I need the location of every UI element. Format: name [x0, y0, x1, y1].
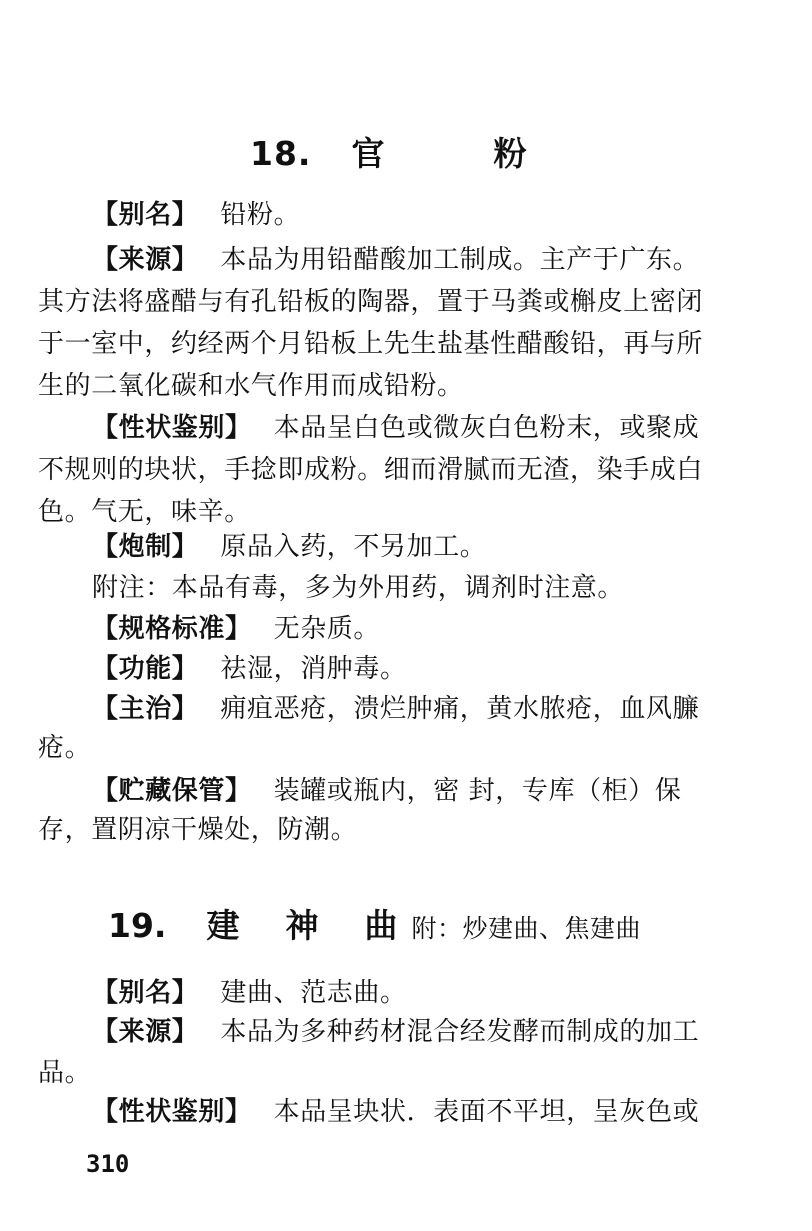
- identify-continuation-2: 色。气无，味辛。: [38, 497, 251, 527]
- function-line: [92, 654, 758, 684]
- source-text: 本品为用铅醋酸加工制成。主产于广东。: [220, 245, 700, 275]
- page-number: 310: [86, 1150, 130, 1178]
- storage-text: 装罐或瓶内，密 封，专库（柜）保: [273, 776, 682, 806]
- alias-19-line: [92, 978, 758, 1008]
- function-text: 祛湿，消肿毒。: [220, 654, 407, 684]
- storage-continuation-1: 存，置阴凉干燥处，防潮。: [38, 815, 358, 845]
- section-19-heading: [108, 900, 641, 947]
- alias-19-tag: 【别名】: [92, 978, 199, 1008]
- identify-tag: 【性状鉴别】: [92, 413, 252, 443]
- function-tag: 【功能】: [92, 654, 199, 684]
- indication-tag: 【主治】: [92, 694, 199, 724]
- source-line: [92, 245, 758, 275]
- section-18-title-char-2: 粉: [493, 134, 528, 173]
- standard-tag: 【规格标准】: [92, 614, 252, 644]
- source-19-text: 本品为多种药材混合经发酵而制成的加工: [220, 1017, 700, 1047]
- process-text: 原品入药，不另加工。: [220, 532, 487, 562]
- storage-tag: 【贮藏保管】: [92, 776, 252, 806]
- identify-line: [92, 413, 758, 443]
- section-18-heading: [250, 128, 527, 175]
- indication-continuation-1: 疮。: [38, 733, 92, 763]
- section-19-number: 19.: [108, 906, 167, 945]
- identify-19-tag: 【性状鉴别】: [92, 1097, 252, 1127]
- identify-19-line: [92, 1097, 758, 1127]
- section-19-heading-note: 附：炒建曲、焦建曲: [411, 914, 641, 943]
- source-continuation-1: 其方法将盛醋与有孔铅板的陶器，置于马粪或槲皮上密闭: [38, 287, 704, 317]
- source-19-tag: 【来源】: [92, 1017, 199, 1047]
- process-line: [92, 532, 758, 562]
- section-19-title-char-3: 曲: [364, 906, 398, 945]
- source-tag: 【来源】: [92, 245, 199, 275]
- note-line: 附注：本品有毒，多为外用药，调剂时注意。: [92, 573, 625, 603]
- source-continuation-3: 生的二氧化碳和水气作用而成铅粉。: [38, 371, 464, 401]
- indication-line: [92, 694, 758, 724]
- process-tag: 【炮制】: [92, 532, 199, 562]
- source-continuation-2: 于一室中，约经两个月铅板上先生盐基性醋酸铅，再与所: [38, 329, 704, 359]
- alias-line: [92, 200, 758, 230]
- identify-19-text: 本品呈块状．表面不平坦，呈灰色或: [273, 1097, 700, 1127]
- alias-19-text: 建曲、范志曲。: [220, 978, 407, 1008]
- source-19-line: [92, 1017, 758, 1047]
- identify-text: 本品呈白色或微灰白色粉末，或聚成: [273, 413, 700, 443]
- standard-line: [92, 614, 758, 644]
- section-19-title-char-1: 建: [206, 906, 240, 945]
- section-19-title-char-2: 神: [285, 906, 319, 945]
- alias-text: 铅粉。: [220, 200, 301, 230]
- indication-text: 痈疽恶疮，溃烂肿痛，黄水脓疮，血风臁: [220, 694, 700, 724]
- standard-text: 无杂质。: [273, 614, 381, 644]
- section-18-number: 18.: [250, 134, 312, 173]
- source-19-continuation-1: 品。: [38, 1058, 92, 1088]
- section-18-title-char-1: 官: [351, 134, 386, 173]
- identify-continuation-1: 不规则的块状，手捻即成粉。细而滑腻而无渣，染手成白: [38, 455, 704, 485]
- storage-line: [92, 776, 758, 806]
- alias-tag: 【别名】: [92, 200, 199, 230]
